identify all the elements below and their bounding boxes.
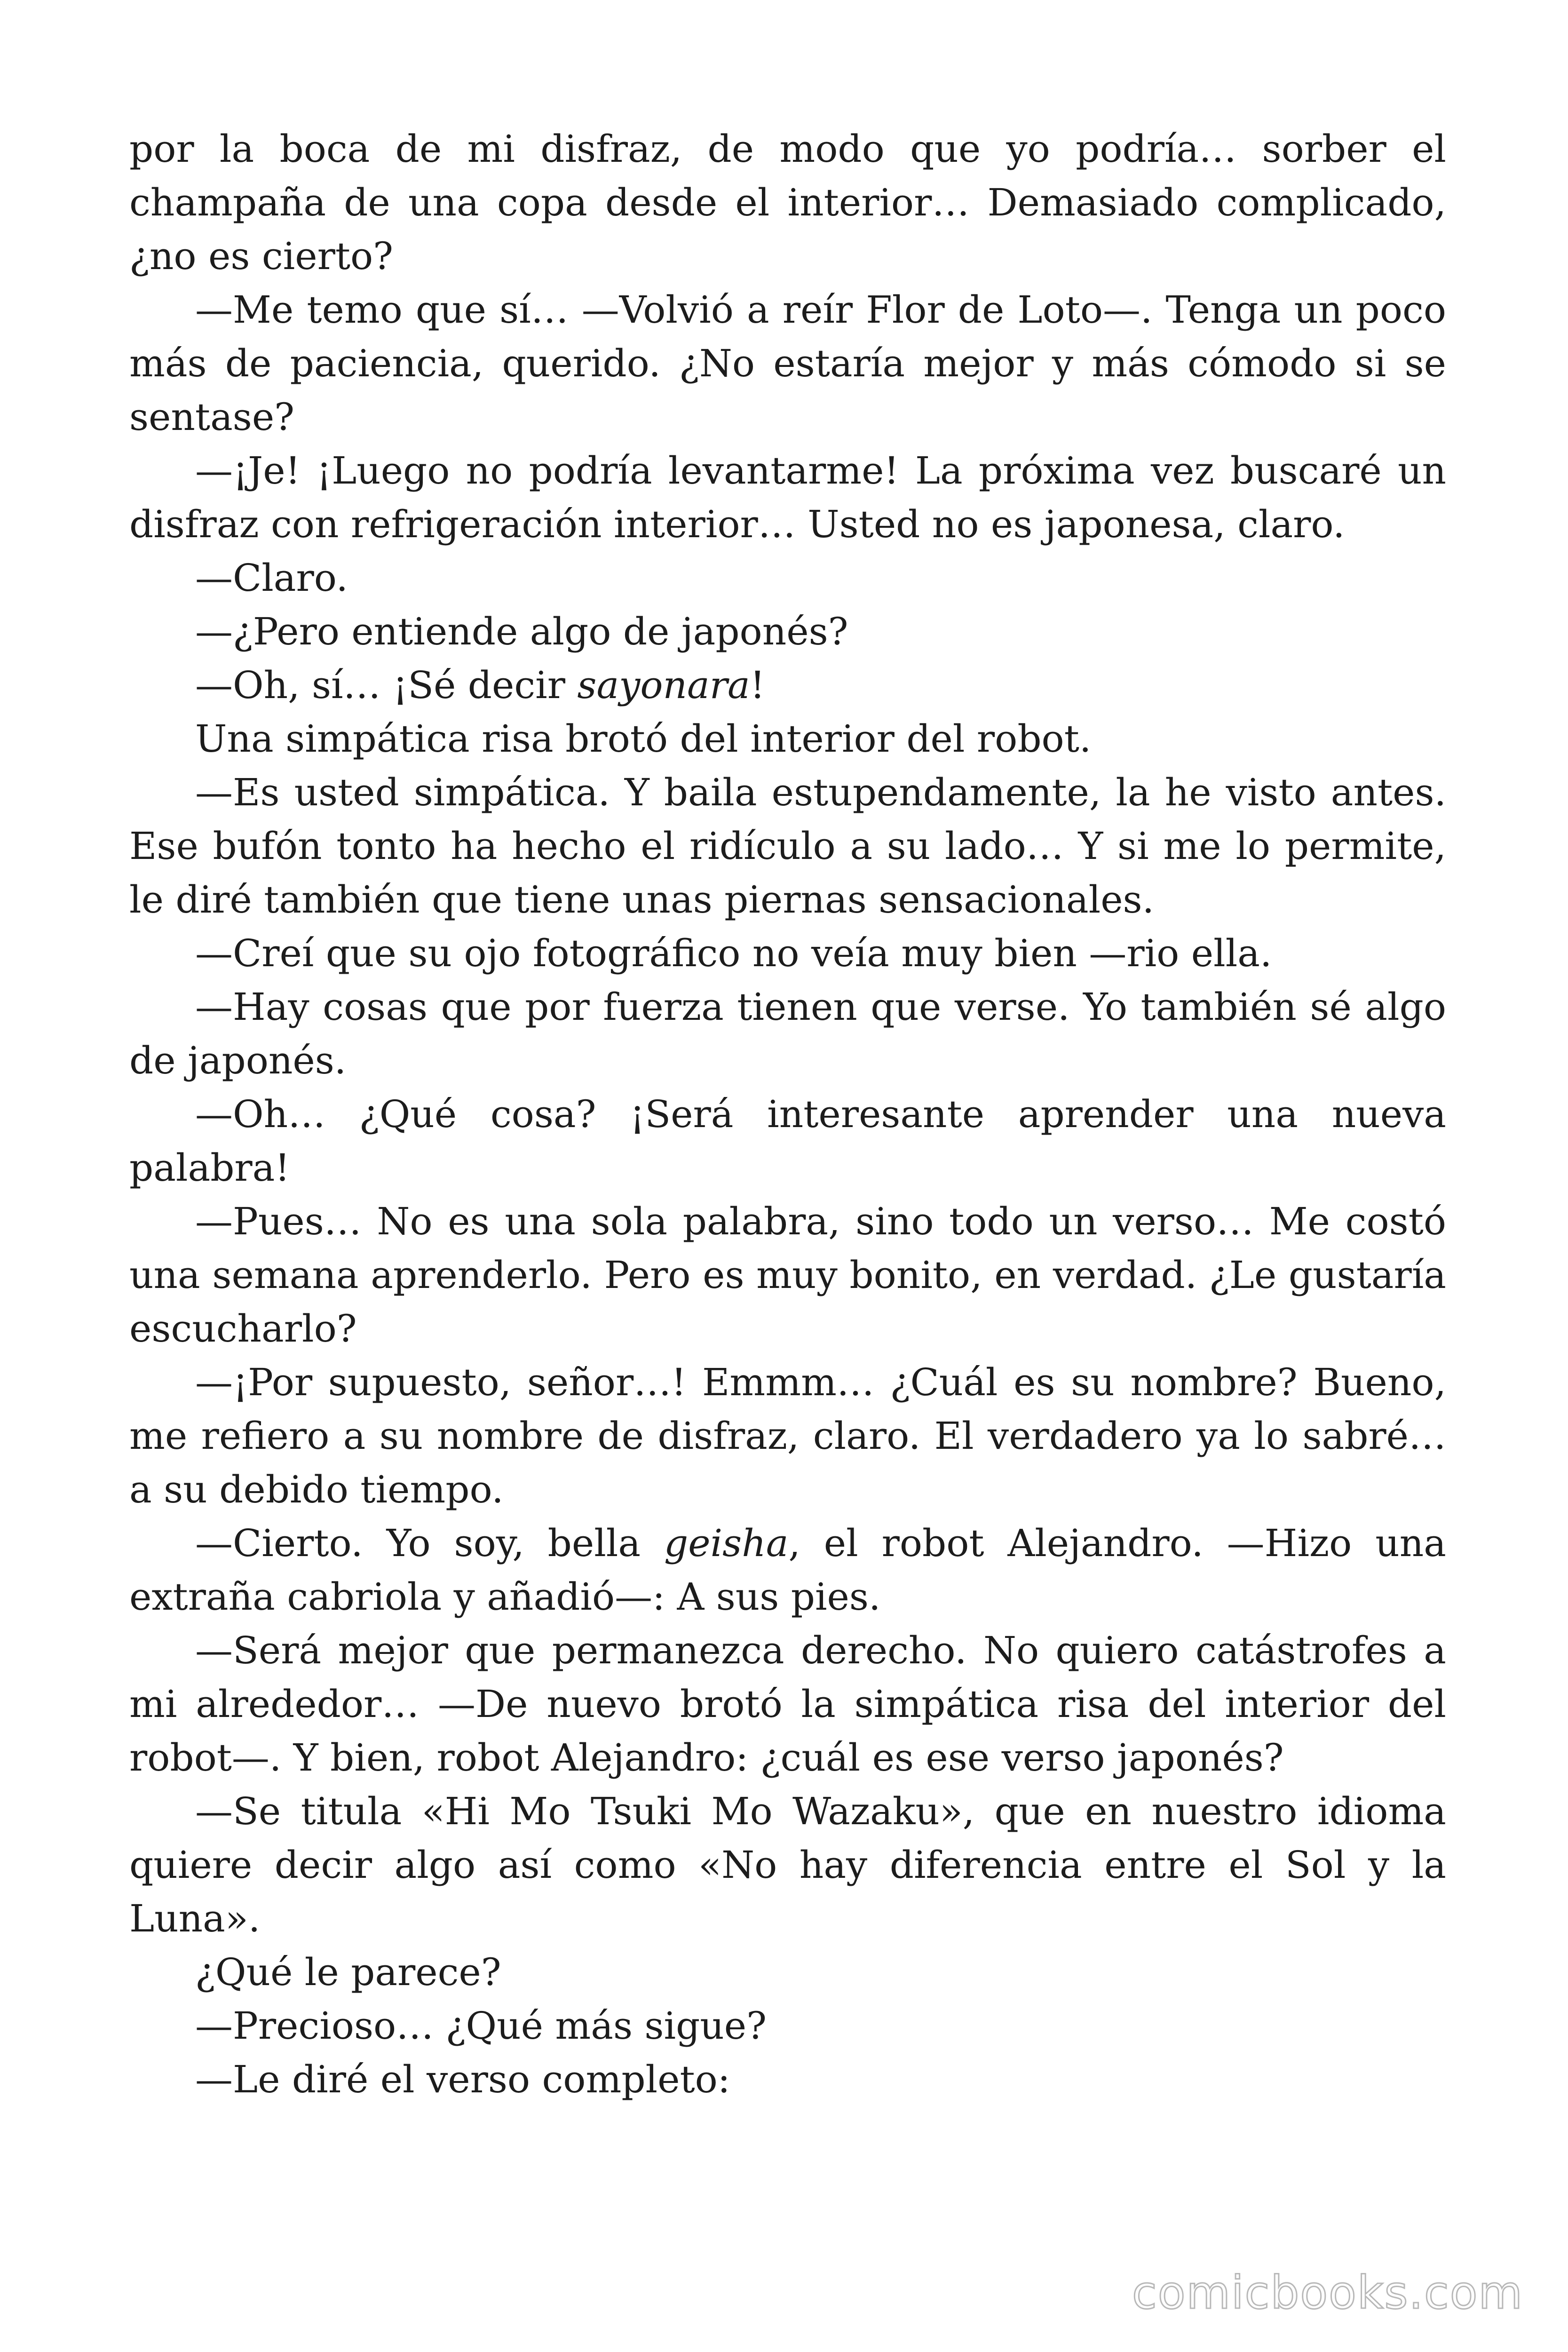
paragraph-19: —Le diré el verso completo: [195,2058,730,2101]
paragraph-14: —Cierto. Yo soy, bella geisha, el robot Alejandro. —Hizo una extraña cabriola y añadió—: A sus pies. [129,1521,1446,1619]
paragraph-3: —¡Je! ¡Luego no podría levantarme! La próxima vez buscaré un disfraz con refrigeración interior… Usted no es japonesa, claro. [129,449,1446,546]
italic-term: sayonara [577,663,750,707]
paragraph-13: —¡Por supuesto, señor…! Emmm… ¿Cuál es su nombre? Bueno, me refiero a su nombre de disfraz, claro. El verdadero ya lo sabré… a su debido tiempo. [129,1360,1446,1511]
paragraph-1: por la boca de mi disfraz, de modo que yo podría… sorber el champaña de una copa desde el interior… Demasiado complicado, ¿no es cierto? [129,127,1446,278]
paragraph-9: —Creí que su ojo fotográfico no veía muy bien —rio ella. [195,931,1272,975]
paragraph-18: —Precioso… ¿Qué más sigue? [195,2004,767,2048]
page-body [129,122,1446,2106]
paragraph-8: —Es usted simpática. Y baila estupendamente, la he visto antes. Ese bufón tonto ha hecho el ridículo a su lado… Y si me lo permite, le diré también que tiene unas piernas sensacionales. [129,771,1446,922]
watermark: comicbooks.com [1132,2266,1523,2319]
paragraph-4: —Claro. [195,556,348,600]
paragraph-7: Una simpática risa brotó del interior del robot. [195,717,1092,761]
paragraph-15: —Será mejor que permanezca derecho. No quiero catástrofes a mi alrededor… —De nuevo brotó la simpática risa del interior del robot—. Y bien, robot Alejandro: ¿cuál es ese verso japonés? [129,1629,1446,1780]
paragraph-2: —Me temo que sí… —Volvió a reír Flor de Loto—. Tenga un poco más de paciencia, querido. ¿No estaría mejor y más cómodo si se sentase? [129,288,1446,439]
paragraph-5: —¿Pero entiende algo de japonés? [195,610,848,653]
paragraph-6: —Oh, sí… ¡Sé decir sayonara! [195,663,765,707]
paragraph-16: —Se titula «Hi Mo Tsuki Mo Wazaku», que en nuestro idioma quiere decir algo así como «No hay diferencia entre el Sol y la Luna». [129,1789,1446,1940]
paragraph-11: —Oh… ¿Qué cosa? ¡Será interesante aprender una nueva palabra! [129,1092,1446,1190]
paragraph-17: ¿Qué le parece? [195,1950,501,1994]
italic-term: geisha [664,1521,789,1565]
paragraph-12: —Pues… No es una sola palabra, sino todo un verso… Me costó una semana aprenderlo. Pero es muy bonito, en verdad. ¿Le gustaría escucharlo? [129,1200,1446,1351]
paragraph-10: —Hay cosas que por fuerza tienen que verse. Yo también sé algo de japonés. [129,985,1446,1082]
